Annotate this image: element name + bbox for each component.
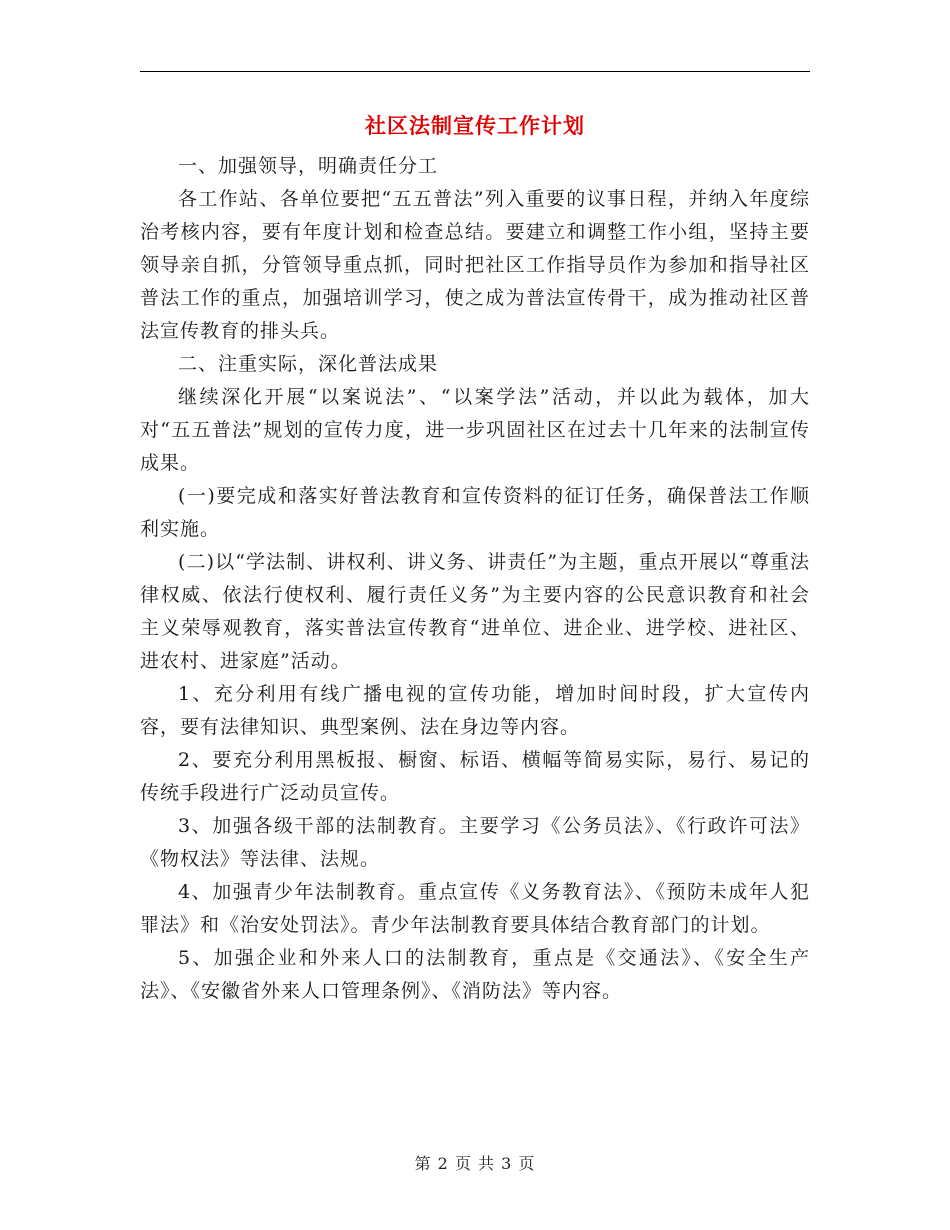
body-paragraph: (二)以“学法制、讲权利、讲义务、讲责任”为主题，重点开展以“尊重法律权威、依法行使权利、履行责任义务”为主要内容的公民意识教育和社会主义荣辱观教育，落实普法宣传教育“进单位、进企业、进学校、进社区、进农村、进家庭”活动。 (140, 551, 810, 672)
list-item: 4、加强青少年法制教育。重点宣传《义务教育法》、《预防未成年人犯罪法》和《治安处罚法》。青少年法制教育要具体结合教育部门的计划。 (140, 881, 810, 936)
body-paragraph: 继续深化开展“以案说法”、“以案学法”活动，并以此为载体，加大对“五五普法”规划的宣传力度，进一步巩固社区在过去十几年来的法制宣传成果。 (140, 386, 810, 474)
body-paragraph: 各工作站、各单位要把“五五普法”列入重要的议事日程，并纳入年度综治考核内容，要有年度计划和检查总结。要建立和调整工作小组，坚持主要领导亲自抓，分管领导重点抓，同时把社区工作指导员作为参加和指导社区普法工作的重点，加强培训学习，使之成为普法宣传骨干，成为推动社区普法宣传教育的排头兵。 (140, 188, 810, 342)
document-body (140, 150, 810, 1008)
document-title: 社区法制宣传工作计划 (365, 114, 585, 138)
list-item: 1、充分利用有线广播电视的宣传功能，增加时间时段，扩大宣传内容，要有法律知识、典型案例、法在身边等内容。 (140, 683, 810, 738)
list-item: 3、加强各级干部的法制教育。主要学习《公务员法》、《行政许可法》《物权法》等法律、法规。 (140, 815, 810, 870)
body-paragraph: (一)要完成和落实好普法教育和宣传资料的征订任务，确保普法工作顺利实施。 (140, 485, 810, 540)
list-item: 2、要充分利用黑板报、橱窗、标语、横幅等简易实际，易行、易记的传统手段进行广泛动员宣传。 (140, 749, 810, 804)
page-number: 第 2 页 共 3 页 (414, 1154, 536, 1173)
section-heading: 一、加强领导，明确责任分工 (178, 155, 439, 177)
list-item: 5、加强企业和外来人口的法制教育，重点是《交通法》、《安全生产法》、《安徽省外来人口管理条例》、《消防法》等内容。 (140, 947, 810, 1002)
header-rule (140, 71, 810, 72)
section-heading: 二、注重实际，深化普法成果 (178, 353, 439, 375)
